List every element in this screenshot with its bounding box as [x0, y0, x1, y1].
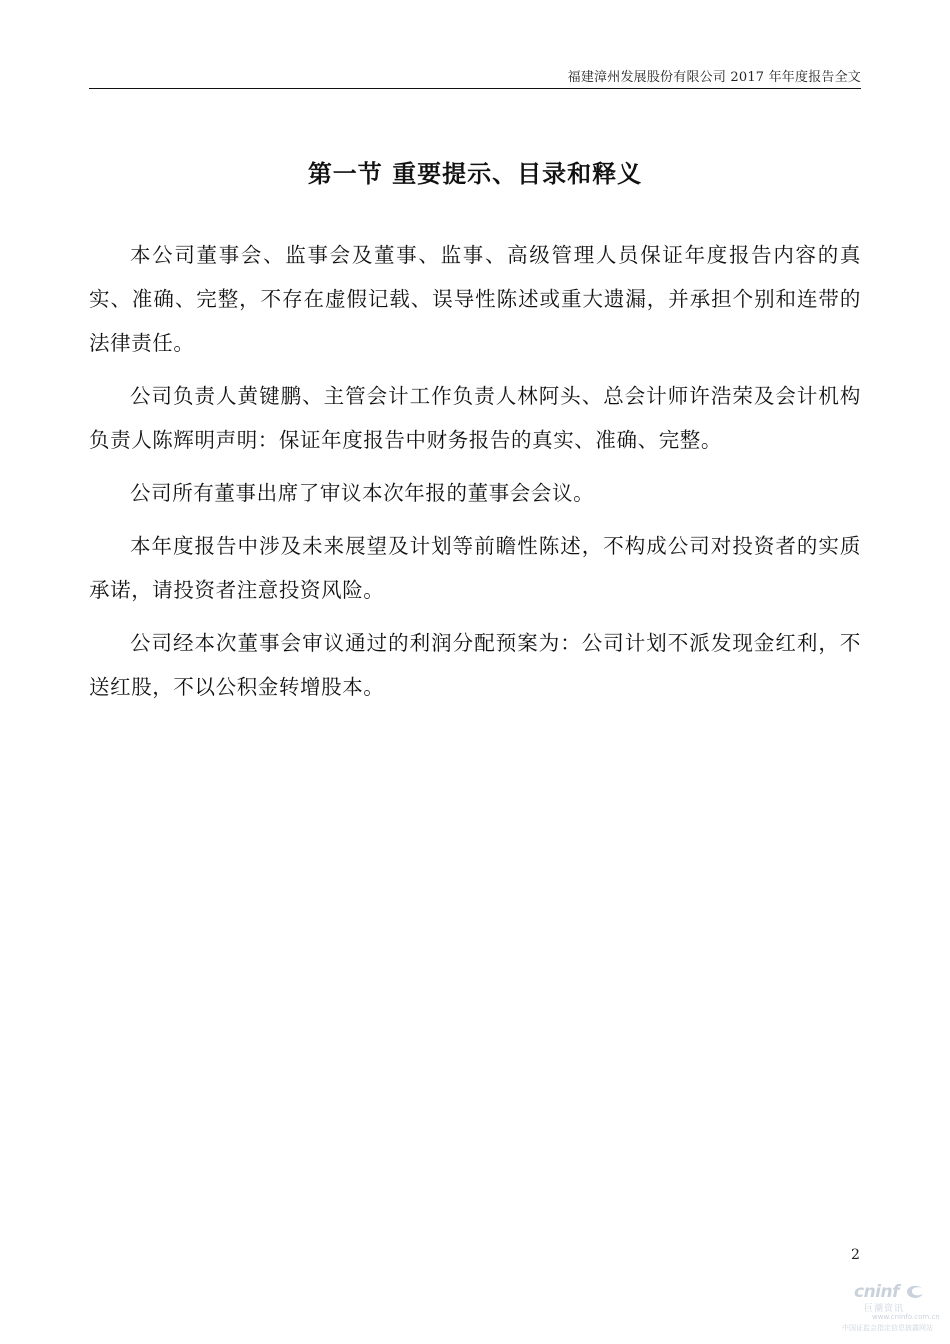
paragraph-board-attendance: 公司所有董事出席了审议本次年报的董事会会议。	[130, 481, 595, 505]
cninfo-watermark	[838, 1282, 938, 1338]
paragraph-forward-looking-risk: 本年度报告中涉及未来展望及计划等前瞻性陈述，不构成公司对投资者的实质承诺，请投资者注意投资风险。	[89, 534, 861, 602]
watermark-url: www.cninfo.com.cn	[872, 1313, 940, 1321]
page-number: 2	[851, 1247, 860, 1263]
watermark-tagline: 中国证监会指定信息披露网站	[842, 1324, 933, 1332]
watermark-logo-text: cninf	[854, 1282, 900, 1302]
header-divider	[89, 88, 861, 89]
swirl-logo-icon	[904, 1283, 926, 1301]
paragraph-responsibility-statement: 本公司董事会、监事会及董事、监事、高级管理人员保证年度报告内容的真实、准确、完整，不存在虚假记载、误导性陈述或重大遗漏，并承担个别和连带的法律责任。	[89, 243, 861, 355]
paragraph-profit-distribution: 公司经本次董事会审议通过的利润分配预案为：公司计划不派发现金红利，不送红股，不以公积金转增股本。	[89, 631, 861, 699]
watermark-name: 巨潮资讯	[864, 1304, 905, 1314]
paragraph-officer-declaration: 公司负责人黄键鹏、主管会计工作负责人林阿头、总会计师许浩荣及会计机构负责人陈辉明声明：保证年度报告中财务报告的真实、准确、完整。	[89, 384, 861, 452]
running-header: 福建漳州发展股份有限公司 2017 年年度报告全文	[567, 70, 861, 85]
body-text	[89, 233, 861, 718]
section-title: 第一节 重要提示、目录和释义	[307, 160, 643, 188]
